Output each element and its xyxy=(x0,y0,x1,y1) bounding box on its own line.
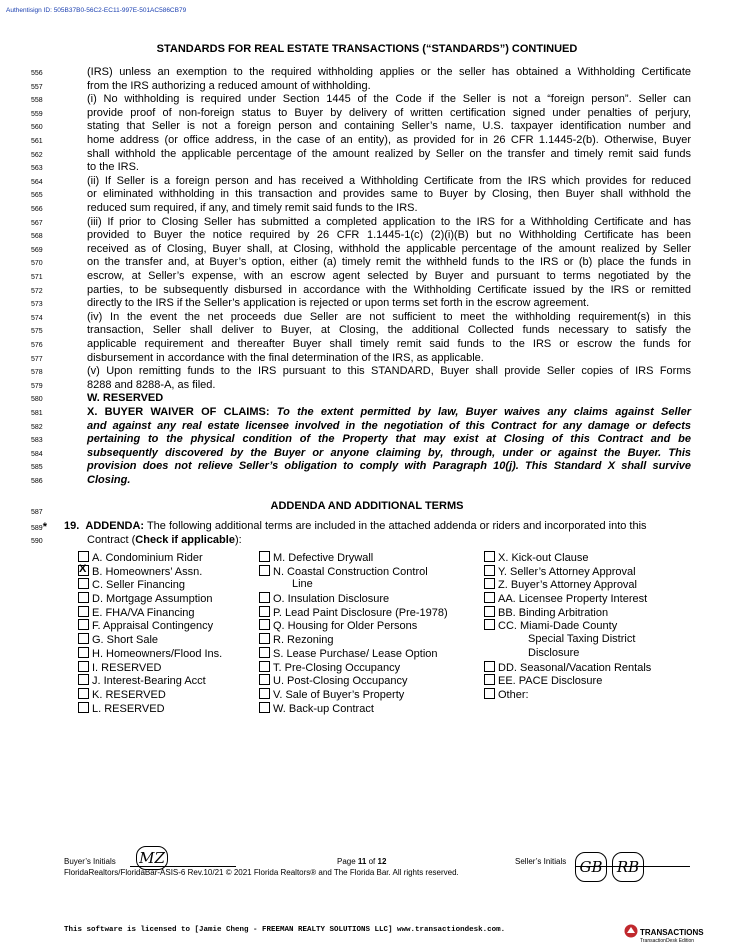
addendum-checkbox[interactable] xyxy=(78,661,89,672)
body-line: stating that Seller is not a foreign person and containing Seller’s name, U.S. taxpayer identification number and xyxy=(87,120,691,133)
body-line: disbursement in accordance with the final determination of the IRS, as applicable. xyxy=(87,351,484,364)
addenda-section-title: ADDENDA AND ADDITIONAL TERMS xyxy=(270,500,464,512)
seller-initials-signature-2: RB xyxy=(612,852,644,882)
addendum-checkbox[interactable] xyxy=(259,647,270,658)
line-number: 568 xyxy=(31,233,43,241)
addendum-label: J. Interest-Bearing Acct xyxy=(92,675,206,688)
addendum-label: G. Short Sale xyxy=(92,634,159,647)
body-line: to the IRS. xyxy=(87,161,139,174)
waiver-line: provision does not relieve Seller’s obligation to comply with Paragraph 10(j). This Standard X shall survive xyxy=(87,460,691,473)
addendum-option xyxy=(259,661,448,675)
addendum-label: V. Sale of Buyer’s Property xyxy=(273,688,405,701)
body-line: (iv) In the event the net proceeds due Seller are not sufficient to meet the withholding requirement(s) in this xyxy=(87,310,691,323)
addendum-label-continued: Special Taxing District xyxy=(528,633,636,646)
addendum-label: W. Back-up Contract xyxy=(273,702,374,715)
addendum-label: O. Insulation Disclosure xyxy=(273,593,390,606)
addendum-checkbox[interactable] xyxy=(78,592,89,603)
addendum-checkbox[interactable] xyxy=(259,702,270,713)
body-line: escrow, at Seller’s expense, with an escrow agent selected by Buyer and pursuant to terms negotiated by the xyxy=(87,270,691,282)
addendum-option xyxy=(78,702,222,716)
addendum-label: U. Post-Closing Occupancy xyxy=(273,675,408,688)
waiver-line: subsequently discovered by the Buyer or anyone claiming by, through, under or against the Buyer. This xyxy=(87,446,691,459)
body-line: home address (or office address, in the case of an entity), as provided for in 26 CFR 1.1445-2(b). Otherwise, Buyer xyxy=(87,134,691,146)
addenda-column-3 xyxy=(484,551,651,702)
addendum-label: T. Pre-Closing Occupancy xyxy=(273,661,401,674)
line-number: 586 xyxy=(31,478,43,485)
addendum-checkbox[interactable] xyxy=(259,633,270,644)
line-number: 581 xyxy=(31,410,43,417)
line-number: 556 xyxy=(31,70,43,77)
body-line: provided to Buyer the notice required by 26 CFR 1.1445-1(c) (2)(i)(B) but no Withholding Certificate has been xyxy=(87,229,691,242)
line-number: 589* xyxy=(31,521,47,533)
addendum-label: H. Homeowners/Flood Ins. xyxy=(92,647,223,660)
addendum-option xyxy=(78,688,222,702)
waiver-heading: X. BUYER WAIVER OF CLAIMS: xyxy=(87,406,270,418)
line-number: 580 xyxy=(31,396,43,404)
addendum-checkbox[interactable] xyxy=(484,606,495,617)
addendum-label: Z. Buyer’s Attorney Approval xyxy=(498,579,637,592)
addendum-option xyxy=(78,633,222,647)
addendum-label: Other: xyxy=(498,688,529,701)
addendum-label: E. FHA/VA Financing xyxy=(92,606,195,619)
addendum-option xyxy=(259,606,448,620)
addendum-option xyxy=(484,578,651,592)
addendum-option xyxy=(259,633,448,647)
line-number: 571 xyxy=(31,274,43,281)
addendum-checkbox[interactable] xyxy=(484,688,495,699)
line-number: 583 xyxy=(31,437,43,445)
line-number: 566 xyxy=(31,206,43,213)
addendum-option xyxy=(78,606,222,620)
line-number: 563 xyxy=(31,165,43,173)
addendum-label: EE. PACE Disclosure xyxy=(498,675,603,688)
addendum-option xyxy=(78,619,222,633)
line-number: 565 xyxy=(31,192,43,200)
line-number: 590 xyxy=(31,538,43,545)
body-line: (iii) If prior to Closing Seller has submitted a completed application to the IRS for a Withholding Certificate and has xyxy=(87,215,691,228)
addendum-checkbox[interactable] xyxy=(78,551,89,562)
addenda-column-2 xyxy=(259,551,448,715)
addendum-checkbox[interactable] xyxy=(484,578,495,589)
addendum-option xyxy=(78,674,222,688)
addendum-option xyxy=(259,619,448,633)
waiver-line: Closing. xyxy=(87,474,131,486)
page-title: STANDARDS FOR REAL ESTATE TRANSACTIONS (“STANDARDS”) CONTINUED xyxy=(156,43,578,55)
addendum-checkbox[interactable] xyxy=(259,565,270,576)
line-number: 560 xyxy=(31,124,43,132)
addendum-checkbox[interactable] xyxy=(259,661,270,672)
addendum-option xyxy=(484,661,651,675)
line-number: 567 xyxy=(31,219,43,227)
line-number: 569 xyxy=(31,246,43,254)
addendum-checkbox[interactable] xyxy=(259,688,270,699)
buyer-initials-signature: MZ xyxy=(136,846,168,870)
addendum-checkbox[interactable] xyxy=(484,592,495,603)
line-number: 587 xyxy=(31,509,43,516)
addendum-label: S. Lease Purchase/ Lease Option xyxy=(273,647,438,660)
addendum-label: I. RESERVED xyxy=(92,661,162,674)
body-line: directly to the IRS if the Seller’s application is rejected or upon terms set forth in the escrow agreement. xyxy=(87,297,590,310)
addendum-option xyxy=(484,606,651,620)
addendum-option xyxy=(259,551,448,565)
addendum-label: R. Rezoning xyxy=(273,634,334,647)
line-number: 582 xyxy=(31,423,43,431)
body-line: shall withhold the applicable percentage of the amount realized by Seller on the transfer and timely remit said funds xyxy=(87,147,691,160)
addendum-option xyxy=(484,674,651,688)
body-line: transaction, Seller shall deliver to Buyer, at Closing, the additional Collected funds necessary to satisfy the xyxy=(87,324,691,337)
line-number: 573 xyxy=(31,301,43,309)
addendum-checkbox[interactable] xyxy=(259,551,270,562)
waiver-line: pertaining to the physical condition of the Property that may exist at Closing of this Contract and be xyxy=(87,433,691,446)
addendum-checkbox[interactable] xyxy=(484,619,495,630)
line-number: 579 xyxy=(31,382,43,390)
addendum-label: P. Lead Paint Disclosure (Pre-1978) xyxy=(273,606,448,619)
addendum-label: Q. Housing for Older Persons xyxy=(273,620,418,633)
line-number: 574 xyxy=(31,314,43,322)
line-number: 561 xyxy=(31,138,43,145)
addendum-checkbox[interactable] xyxy=(78,565,89,576)
addendum-label: X. Kick-out Clause xyxy=(498,552,589,564)
addendum-option xyxy=(259,674,448,688)
addendum-option xyxy=(259,688,448,702)
addendum-checkbox[interactable] xyxy=(78,688,89,699)
addendum-option xyxy=(259,565,448,579)
addendum-option xyxy=(78,565,222,579)
body-line: (ii) If Seller is a foreign person and has received a Withholding Certificate from the IRS which provides for reduced xyxy=(87,174,691,187)
body-line: received as of Closing, Buyer shall, at Closing, withhold the applicable percentage of the amount realized by Seller xyxy=(87,242,691,255)
addendum-label: BB. Binding Arbitration xyxy=(498,606,609,619)
line-number: 577 xyxy=(31,355,43,363)
addendum-label: C. Seller Financing xyxy=(92,579,185,592)
line-number: 562 xyxy=(31,151,43,159)
addendum-option xyxy=(78,551,222,565)
addendum-option xyxy=(259,592,448,606)
page-number: Page 11 of 12 xyxy=(337,857,387,866)
buyer-initials-line xyxy=(130,866,236,867)
license-notice: This software is licensed to [Jamie Cheng - FREEMAN REALTY SOLUTIONS LLC] www.transactiondesk.com. xyxy=(64,926,506,934)
paragraph-19-heading: ADDENDA: xyxy=(85,520,145,532)
waiver-line: and against any real estate licensee involved in the negotiation of this Contract for any damage or defects xyxy=(87,419,691,432)
line-number: 558 xyxy=(31,97,43,105)
waiver-line: X. BUYER WAIVER OF CLAIMS: To the extent permitted by law, Buyer waives any claims against Seller xyxy=(87,406,691,418)
addendum-option xyxy=(484,592,651,606)
body-line: (v) Upon remitting funds to the IRS pursuant to this STANDARD, Buyer shall provide Seller copies of IRS Forms xyxy=(87,365,691,378)
paragraph-19: 19. ADDENDA: The following additional terms are included in the attached addenda or riders and incorporated into this xyxy=(64,520,647,532)
addendum-label: K. RESERVED xyxy=(92,688,166,701)
addendum-label-continued: Disclosure xyxy=(528,646,580,659)
addendum-label: M. Defective Drywall xyxy=(273,552,374,564)
body-line: reduced sum required, if any, and timely remit said funds to the IRS. xyxy=(87,202,418,214)
addendum-option xyxy=(484,619,651,633)
line-number: 557 xyxy=(31,83,43,91)
addendum-label: DD. Seasonal/Vacation Rentals xyxy=(498,661,652,674)
line-number: 575 xyxy=(31,328,43,336)
form-identifier: FloridaRealtors/FloridaBar-ASIS-6 Rev.10/21 © 2021 Florida Realtors® and The Florida Bar. All rights reserved. xyxy=(64,868,459,877)
addendum-option xyxy=(78,647,222,661)
addendum-checkbox[interactable] xyxy=(78,619,89,630)
body-line: from the IRS authorizing a reduced amount of withholding. xyxy=(87,79,371,92)
addendum-label: A. Condominium Rider xyxy=(92,552,203,564)
body-line: applicable requirement and thereafter Buyer shall timely remit said funds to the IRS or escrow the funds for xyxy=(87,338,691,350)
body-line: (i) No withholding is required under Section 1445 of the Code if the Seller is not a “foreign person”. Seller can xyxy=(87,93,691,106)
transactions-logo-icon xyxy=(624,924,638,938)
addendum-option xyxy=(259,647,448,661)
addendum-option xyxy=(78,592,222,606)
line-number: 578 xyxy=(31,369,43,377)
line-number: 559 xyxy=(31,110,43,118)
line-number: 585 xyxy=(31,464,43,472)
seller-initials-label: Seller’s Initials xyxy=(515,857,567,866)
line-number: 576 xyxy=(31,342,43,349)
addendum-checkbox[interactable] xyxy=(78,674,89,685)
addendum-checkbox[interactable] xyxy=(484,661,495,672)
paragraph-19-line2: Contract (Check if applicable): xyxy=(87,534,242,546)
addendum-checkbox[interactable] xyxy=(78,647,89,658)
addendum-checkbox[interactable] xyxy=(259,592,270,603)
addendum-checkbox[interactable] xyxy=(484,551,495,562)
addendum-checkbox[interactable] xyxy=(78,702,89,713)
addendum-label: B. Homeowners’ Assn. xyxy=(92,565,203,578)
addendum-label: F. Appraisal Contingency xyxy=(92,620,214,633)
seller-initials-line xyxy=(576,866,690,867)
line-number: 584 xyxy=(31,450,43,458)
body-line: provide proof of non-foreign status to Buyer by delivery of written certification signed under penalties of perjury, xyxy=(87,106,691,119)
line-number: 572 xyxy=(31,287,43,295)
addendum-checkbox[interactable] xyxy=(78,578,89,589)
addendum-label: D. Mortgage Assumption xyxy=(92,593,213,606)
reserved-w: W. RESERVED xyxy=(87,392,164,405)
line-number: 564 xyxy=(31,178,43,186)
body-line: on the transfer and, at Buyer’s option, either (a) timely remit the withheld funds to the IRS or (b) place the funds in xyxy=(87,256,691,269)
addendum-checkbox[interactable] xyxy=(484,674,495,685)
addendum-option xyxy=(484,565,651,579)
seller-initials-signature-1: GB xyxy=(575,852,607,882)
addendum-option xyxy=(484,551,651,565)
addendum-checkbox[interactable] xyxy=(259,606,270,617)
authentisign-id: Authentisign ID: 505B37B0-56C2-EC11-997E-501AC586CB79 xyxy=(6,7,187,14)
body-line: 8288 and 8288-A, as filed. xyxy=(87,378,216,391)
addendum-label: Y. Seller’s Attorney Approval xyxy=(498,565,636,578)
addendum-option xyxy=(78,578,222,592)
addendum-label: L. RESERVED xyxy=(92,702,165,715)
buyer-initials-label: Buyer’s Initials xyxy=(64,857,116,866)
body-line: or eliminated withholding in this transaction and provides same to Buyer by Closing, then Buyer shall withhold the xyxy=(87,188,691,201)
addendum-checkbox[interactable] xyxy=(78,633,89,644)
addendum-label-continued: Line xyxy=(292,578,313,591)
addendum-label: AA. Licensee Property Interest xyxy=(498,593,648,606)
addendum-label: N. Coastal Construction Control xyxy=(273,565,428,578)
addendum-option xyxy=(259,702,448,716)
addenda-column-1 xyxy=(78,551,222,715)
addendum-label: CC. Miami-Dade County xyxy=(498,620,618,633)
body-line: (IRS) unless an exemption to the required withholding applies or the seller has obtained a Withholding Certificate xyxy=(87,66,691,78)
addendum-checkbox[interactable] xyxy=(259,619,270,630)
addendum-checkbox[interactable] xyxy=(78,606,89,617)
required-star: * xyxy=(42,521,47,533)
addendum-checkbox[interactable] xyxy=(484,565,495,576)
body-line: parties, to be subsequently disbursed in accordance with the Withholding Certificate issued by the IRS or remitted xyxy=(87,283,691,296)
addendum-option xyxy=(78,661,222,675)
addendum-checkbox[interactable] xyxy=(259,674,270,685)
transactions-logo-text: TRANSACTIONS TransactionDesk Edition xyxy=(640,928,704,944)
line-number: 570 xyxy=(31,260,43,268)
addendum-option xyxy=(484,688,651,702)
